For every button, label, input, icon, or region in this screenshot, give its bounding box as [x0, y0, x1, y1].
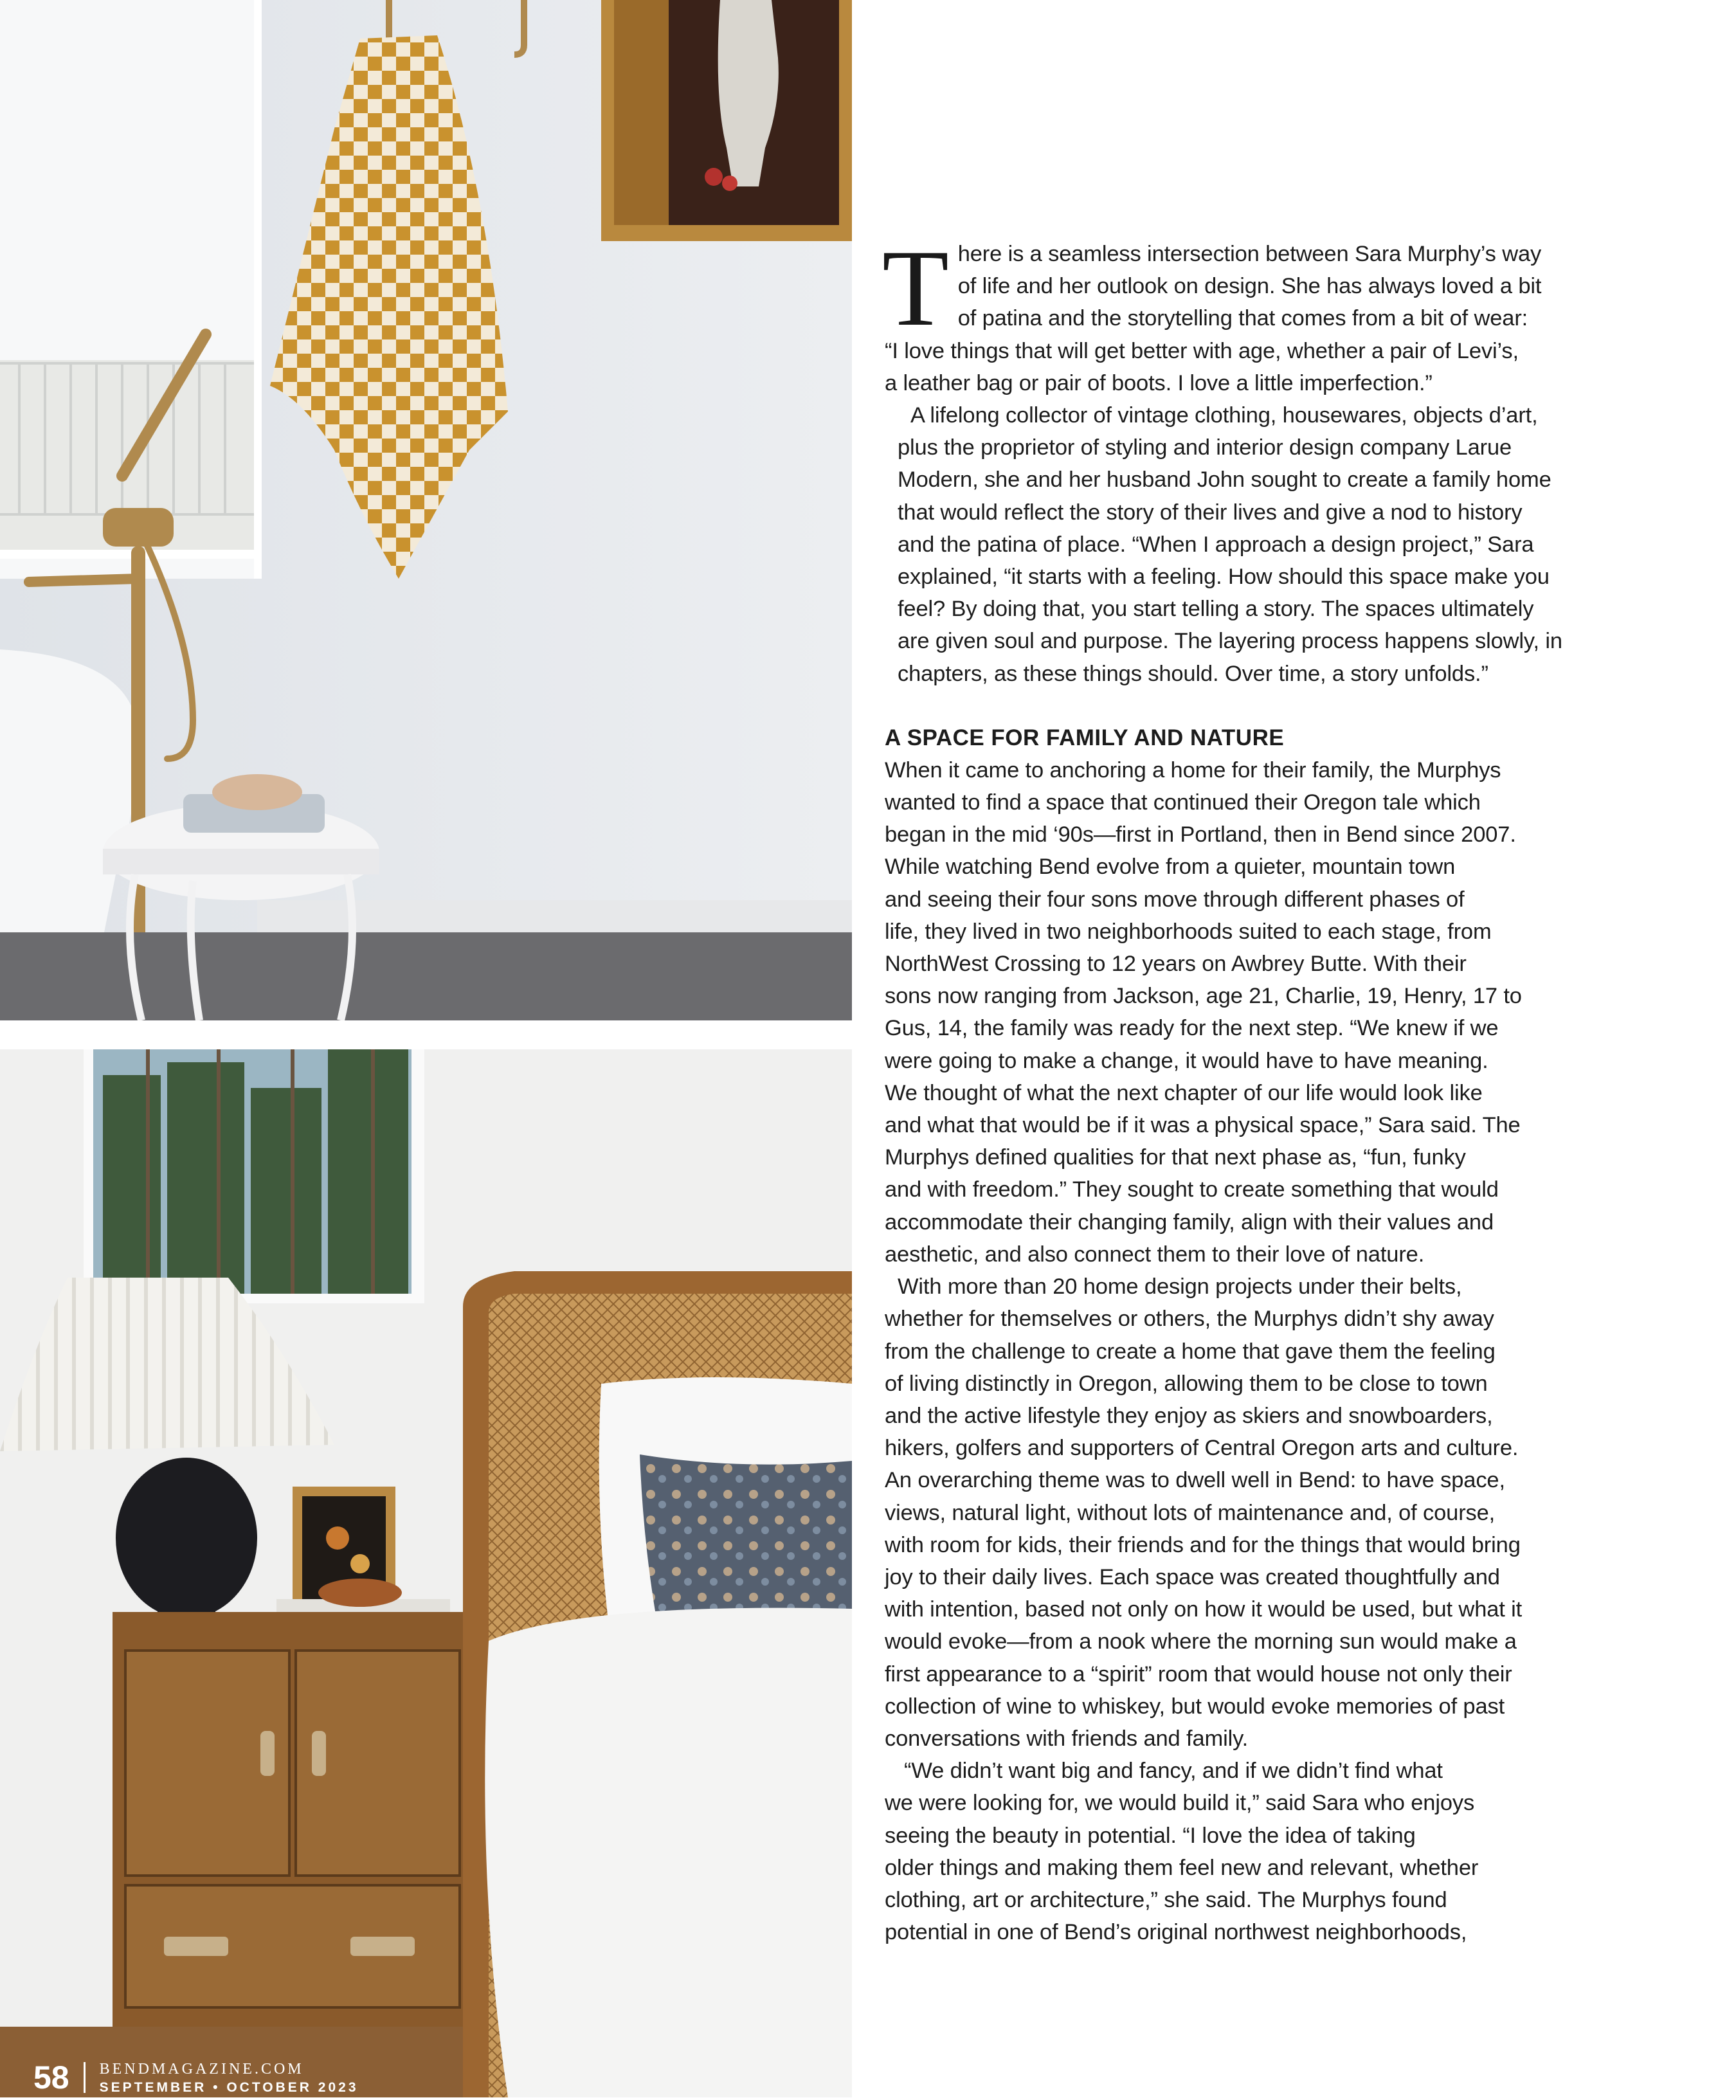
- text-line: of patina and the storytelling that comes from a bit of wear:: [957, 306, 1528, 331]
- text-line: and with freedom.” They sought to create something that would: [885, 1177, 1499, 1202]
- page-number: 58: [33, 2059, 69, 2095]
- text-line: aesthetic, and also connect them to their love of nature.: [885, 1242, 1425, 1267]
- text-line: With more than 20 home design projects under their belts,: [898, 1274, 1462, 1299]
- text-line: plus the proprietor of styling and interior design company Larue: [898, 435, 1512, 460]
- text-line: When it came to anchoring a home for their family, the Murphys: [885, 757, 1501, 783]
- paragraph: [885, 1755, 1579, 1948]
- text-line: Modern, she and her husband John sought to create a family home: [898, 467, 1551, 493]
- text-line: Gus, 14, the family was ready for the next step. “We knew if we: [885, 1016, 1499, 1041]
- text-line: feel? By doing that, you start telling a story. The spaces ultimately: [898, 597, 1534, 622]
- lead-paragraph: [882, 228, 1579, 399]
- text-line: While watching Bend evolve from a quieter, mountain town: [885, 855, 1456, 880]
- bedroom-illustration: [0, 1049, 852, 2097]
- text-line: older things and making them feel new and relevant, whether: [885, 1855, 1479, 1880]
- text-line: and the patina of place. “When I approach a design project,” Sara: [898, 532, 1534, 557]
- text-line: are given soul and purpose. The layering process happens slowly, in: [898, 629, 1562, 654]
- text-line: of living distinctly in Oregon, allowing them to be close to town: [885, 1371, 1488, 1396]
- folio-meta: [100, 2061, 359, 2094]
- text-line: a leather bag or pair of boots. I love a little imperfection.”: [885, 370, 1433, 395]
- text-line: with intention, based not only on how it would be used, but what it: [885, 1597, 1523, 1622]
- lumbar-pillow: [640, 1454, 852, 1615]
- text-line: and seeing their four sons move through different phases of: [885, 887, 1465, 912]
- text-line: were going to make a change, it would have to have meaning.: [885, 1048, 1488, 1073]
- lamp-base: [116, 1458, 257, 1618]
- text-line: would evoke—from a nook where the morning sun would make a: [885, 1629, 1517, 1654]
- bathroom-illustration: [0, 0, 852, 1020]
- bathroom-photo: [0, 0, 852, 1020]
- text-line: began in the mid ‘90s—first in Portland, then in Bend since 2007.: [885, 822, 1516, 847]
- text-line: first appearance to a “spirit” room that would house not only their: [885, 1661, 1512, 1687]
- page-folio: [33, 2055, 359, 2100]
- text-line: A lifelong collector of vintage clothing, housewares, objects d’art,: [910, 403, 1538, 428]
- text-line: seeing the beauty in potential. “I love the idea of taking: [885, 1823, 1416, 1848]
- text-line: NorthWest Crossing to 12 years on Awbrey Butte. With their: [885, 952, 1467, 977]
- duvet: [485, 1608, 852, 2097]
- paragraph: [885, 399, 1579, 690]
- article-body: [882, 228, 1579, 1948]
- section-subhead: A SPACE FOR FAMILY AND NATURE: [885, 725, 1285, 750]
- text-line: explained, “it starts with a feeling. How should this space make you: [898, 565, 1550, 590]
- text-line: An overarching theme was to dwell well in Bend: to have space,: [885, 1468, 1505, 1493]
- text-line: potential in one of Bend’s original northwest neighborhoods,: [885, 1920, 1467, 1945]
- text-line: life, they lived in two neighborhoods suited to each stage, from: [885, 919, 1492, 944]
- issue-date: SEPTEMBER • OCTOBER 2023: [99, 2079, 359, 2095]
- text-line: whether for themselves or others, the Murphys didn’t shy away: [885, 1307, 1494, 1332]
- text-line: clothing, art or architecture,” she said. The Murphys found: [885, 1887, 1447, 1912]
- text-line: Murphys defined qualities for that next phase as, “fun, funky: [885, 1145, 1466, 1170]
- text-line: conversations with friends and family.: [885, 1726, 1249, 1751]
- text-line: with room for kids, their friends and for the things that would bring: [885, 1532, 1521, 1557]
- text-line: here is a seamless intersection between Sara Murphy’s way: [957, 242, 1542, 266]
- drop-cap: T: [882, 228, 949, 348]
- text-line: that would reflect the story of their lives and give a nod to history: [898, 500, 1523, 525]
- text-line: and the active lifestyle they enjoy as skiers and snowboarders,: [885, 1403, 1493, 1428]
- text-line: joy to their daily lives. Each space was created thoughtfully and: [885, 1564, 1500, 1589]
- text-line: accommodate their changing family, align with their values and: [885, 1209, 1494, 1235]
- text-line: hikers, golfers and supporters of Central Oregon arts and culture.: [885, 1436, 1519, 1461]
- text-line: from the challenge to create a home that gave them the feeling: [885, 1339, 1496, 1364]
- text-line: “I love things that will get better with age, whether a pair of Levi’s,: [885, 338, 1519, 363]
- text-line: wanted to find a space that continued their Oregon tale which: [885, 790, 1481, 815]
- text-line: sons now ranging from Jackson, age 21, Charlie, 19, Henry, 17 to: [885, 984, 1522, 1009]
- paragraph: [885, 1271, 1579, 1755]
- text-line: We thought of what the next chapter of our life would look like: [885, 1080, 1483, 1105]
- bedroom-photo: [0, 1049, 852, 2097]
- text-line: “We didn’t want big and fancy, and if we didn’t find what: [904, 1759, 1443, 1784]
- text-line: collection of wine to whiskey, but would evoke memories of past: [885, 1694, 1505, 1719]
- text-line: we were looking for, we would build it,” said Sara who enjoys: [885, 1791, 1475, 1816]
- folio-divider: [84, 2062, 86, 2093]
- paragraph: [885, 754, 1579, 1271]
- text-line: of life and her outlook on design. She has always loved a bit: [957, 274, 1542, 299]
- text-line: and what that would be if it was a physical space,” Sara said. The: [885, 1113, 1521, 1138]
- text-line: views, natural light, without lots of maintenance and, of course,: [885, 1500, 1496, 1525]
- magazine-website: BENDMAGAZINE.COM: [99, 2060, 304, 2077]
- text-line: chapters, as these things should. Over time, a story unfolds.”: [898, 661, 1488, 686]
